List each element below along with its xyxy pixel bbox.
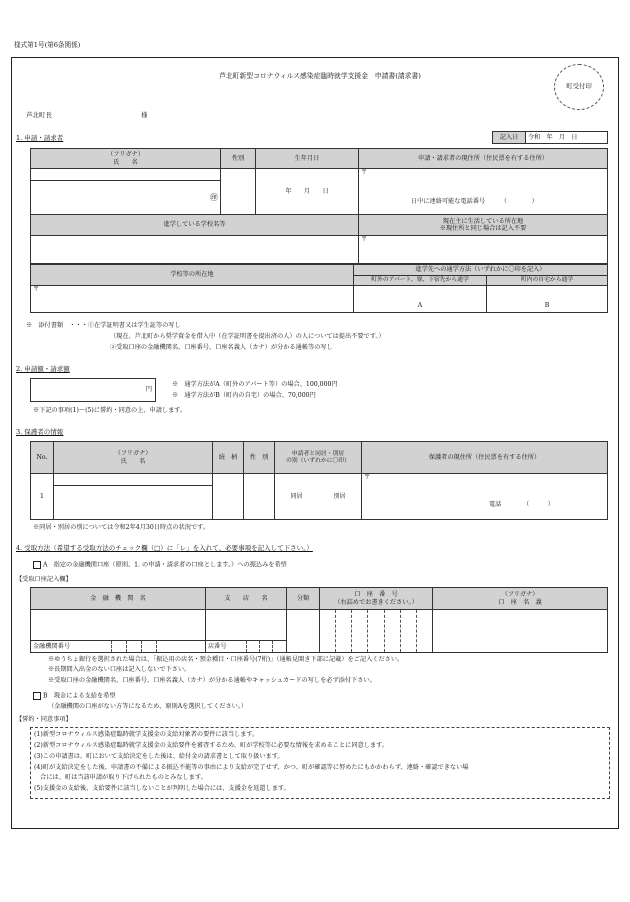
furigana-label: （フリガナ） [107, 151, 144, 159]
guardian-name-header [54, 442, 213, 474]
account-number-header [320, 588, 433, 610]
pledge-item: (4)町が支給決定をした後、申請書の不備による振込不能等の事由により支給が完了せず、かつ、町が確認等に努めたにもかかわらず、連絡・確認できない場 [34, 764, 469, 771]
addressee-honorific: 様 [141, 111, 148, 119]
branch-code-label: 店番号 [208, 642, 227, 650]
furigana-field[interactable] [31, 169, 221, 181]
commute-a-option[interactable]: A [354, 286, 487, 313]
section-3-heading: 3. 保護者の情報 [16, 428, 64, 436]
guardian-gender-header: 性 別 [244, 442, 275, 474]
postal-mark: 〒 [364, 474, 371, 481]
pledge-item: (1)新型コロナウィルス感染症臨時就学支援金の支給対象者の要件に該当します。 [34, 731, 259, 738]
category-header: 分類 [287, 588, 320, 610]
account-number-note: （右詰めでお書きください。） [334, 598, 418, 606]
account-section-label: 【受取口座記入欄】 [16, 576, 72, 583]
relation-field[interactable] [213, 474, 244, 520]
bank-code-field[interactable] [31, 640, 206, 652]
bank-name-field[interactable] [31, 610, 206, 641]
branch-name-field[interactable] [206, 610, 287, 641]
account-number-label: 口 座 番 号 [354, 591, 398, 599]
option-a-row [33, 561, 287, 569]
category-field[interactable] [287, 610, 320, 653]
guardian-furigana-field[interactable] [54, 474, 213, 486]
gender-header: 性別 [221, 149, 256, 169]
dormant-account-note: ※長期間入出金のない口座は記入しないで下さい。 [48, 666, 191, 673]
pledge-heading: 【誓約・同意事項】 [16, 716, 72, 723]
form-id: 様式第1号(第6条関係) [14, 41, 81, 49]
bank-account-table [30, 587, 608, 653]
passbook-copy-note: ※受取口座の金融機関名、口座番号、口座名義人（カナ）が分かる通帳やキャッシュカードの写しを必ず添付下さい。 [48, 677, 376, 684]
current-address-note: ※現住所と同じ場合は記入不要 [439, 225, 527, 232]
seal-mark: ㊞ [210, 192, 218, 202]
attachments-line-2: （現在、芦北町から奨学資金を借入中（在学証明書を提出済の人）の人については提出不要です。） [110, 333, 385, 340]
furigana-label: （フリガナ） [114, 450, 152, 458]
option-a-checkbox[interactable] [33, 561, 41, 569]
amount-note-b: ※ 通学方法がB（町内の自宅）の場合、70,000円 [172, 392, 316, 399]
option-b-label: B 現金による支給を希望 [43, 692, 116, 700]
guardian-address-header: 保護者の現住所（住民票を有する住所） [362, 442, 608, 474]
entry-date-field[interactable]: 令和 年 月 日 [526, 132, 608, 144]
current-address-header [359, 215, 608, 236]
birthdate-field[interactable]: 年 月 日 [256, 169, 359, 215]
guardian-phone-label: 電話 （ ） [489, 501, 554, 509]
guardian-address-field[interactable] [362, 474, 608, 520]
applicant-table [30, 148, 608, 264]
commute-b-option[interactable]: B [487, 286, 608, 313]
cohabit-header [275, 442, 362, 474]
holder-header [433, 588, 608, 610]
stamp-label: 町受付印 [566, 82, 592, 91]
pledge-item: (5)支援金の支給後、支給要件に該当しないことが判明した場合には、支援金を返還します。 [34, 785, 290, 792]
current-address-field[interactable] [359, 236, 608, 264]
yucho-note: ※ゆうちょ銀行を選択された場合は、「振込用の店名・預金種目・口座番号(7桁)」（通帳見開き下部に記載）をご記入ください。 [48, 656, 404, 663]
option-b-checkbox[interactable] [33, 692, 41, 700]
school-location-header: 学校等の所在地 [31, 265, 354, 286]
pledge-item: 合には、町は当該申請が取り下げられたものとみなします。 [34, 774, 207, 781]
postal-mark: 〒 [33, 286, 40, 293]
no-header: No. [31, 442, 54, 474]
pledge-note: ※下記の事項(1)～(5)に誓約・同意の上、申請します。 [33, 407, 187, 414]
option-a-label: A 指定の金融機関口座（原則、1. の申請・請求者の口座とします。）への振込みを希望 [43, 561, 287, 569]
relation-header: 続 柄 [213, 442, 244, 474]
attachments-line-3: ②受取口座の金融機関名、口座番号、口座名義人（カナ）が分かる通帳等の写し [110, 344, 333, 351]
attachments-line-1: ※ 添付書類 ・・・①在学証明書又は学生証等の写し [26, 322, 181, 329]
name-label: 氏 名 [113, 158, 138, 166]
name-label: 氏 名 [120, 457, 146, 465]
section-4-heading: 4. 受取方法（希望する受取方法のチェック欄（□）に「レ」を入れて、必要事項を記入して下さい。） [16, 544, 313, 552]
cohabit-note: ※同居・別居の別については令和2年4月30日時点の状況です。 [33, 524, 210, 531]
commute-a-header: 町外のアパート、寮、下宿先から通学 [354, 276, 487, 286]
amount-field[interactable] [30, 378, 156, 402]
guardian-row-no: 1 [31, 474, 54, 520]
option-b-row [33, 692, 116, 700]
cohabit-field [275, 474, 362, 520]
pledge-item: (3)この申請書は、町において支給決定をした後は、給付金の請求書として取り扱います。 [34, 753, 284, 760]
postal-mark: 〒 [361, 169, 368, 176]
postal-mark: 〒 [361, 236, 368, 243]
guardian-gender-field[interactable] [244, 474, 275, 520]
school-name-field[interactable] [31, 236, 359, 264]
live-together-option[interactable]: 同居 [290, 492, 303, 500]
branch-name-header: 支 店 名 [206, 588, 287, 610]
holder-label: 口 座 名 義 [498, 598, 542, 606]
cohabit-instruction: の別（いずれかに〇印） [286, 457, 350, 464]
entry-date-table [492, 131, 608, 144]
birthdate-header: 生年月日 [256, 149, 359, 169]
yen-unit: 円 [145, 386, 152, 393]
account-number-field[interactable] [320, 610, 433, 653]
school-location-field[interactable] [31, 286, 354, 313]
school-name-header: 進学している学校名等 [31, 215, 359, 236]
holder-field[interactable] [433, 610, 608, 653]
pledge-item: (2)新型コロナウィルス感染症臨時就学支援金の支給要件を審査するため、町が学校等に必要な情報を求めることに同意します。 [34, 742, 388, 749]
form-title: 芦北町新型コロナウィルス感染症臨時就学支援金 申請書(請求書) [219, 72, 421, 80]
guardian-name-field[interactable] [54, 486, 213, 520]
school-location-table [30, 264, 608, 313]
furigana-label: （フリガナ） [501, 591, 539, 599]
daytime-phone-label: 日中に連絡可能な電話番号 （ ） [411, 198, 538, 206]
current-address-label: 現在主に生活している所在地 [442, 217, 524, 225]
amount-note-a: ※ 通学方法がA（町外のアパート等）の場合、100,000円 [172, 381, 338, 388]
name-field[interactable] [31, 181, 221, 215]
branch-code-field[interactable] [206, 640, 287, 652]
applicant-name-header [31, 149, 221, 169]
guardian-table [30, 441, 608, 520]
reception-stamp-area [554, 64, 604, 110]
address-header: 申請・請求者の現住所（住民票を有する住所） [359, 149, 608, 169]
bank-name-header: 金 融 機 関 名 [31, 588, 206, 610]
addressee-name: 芦北町長 [26, 111, 52, 119]
commute-header: 進学先への通学方法（いずれかに〇印を記入） [354, 265, 608, 276]
option-b-note: （金融機関の口座がない方等になるため、原則Aを選択してください。） [48, 703, 248, 710]
commute-b-header: 町内の自宅から通学 [487, 276, 608, 286]
live-apart-option[interactable]: 別居 [333, 492, 346, 500]
entry-date-label: 記入日 [493, 132, 526, 144]
section-2-heading: 2. 申請額・請求額 [16, 365, 70, 373]
cohabit-label: 申請者と同居・別居 [291, 450, 345, 457]
address-field[interactable] [359, 169, 608, 215]
gender-field[interactable] [221, 169, 256, 215]
bank-code-label: 金融機関番号 [33, 642, 71, 650]
section-1-heading: 1. 申請・請求者 [16, 134, 64, 142]
